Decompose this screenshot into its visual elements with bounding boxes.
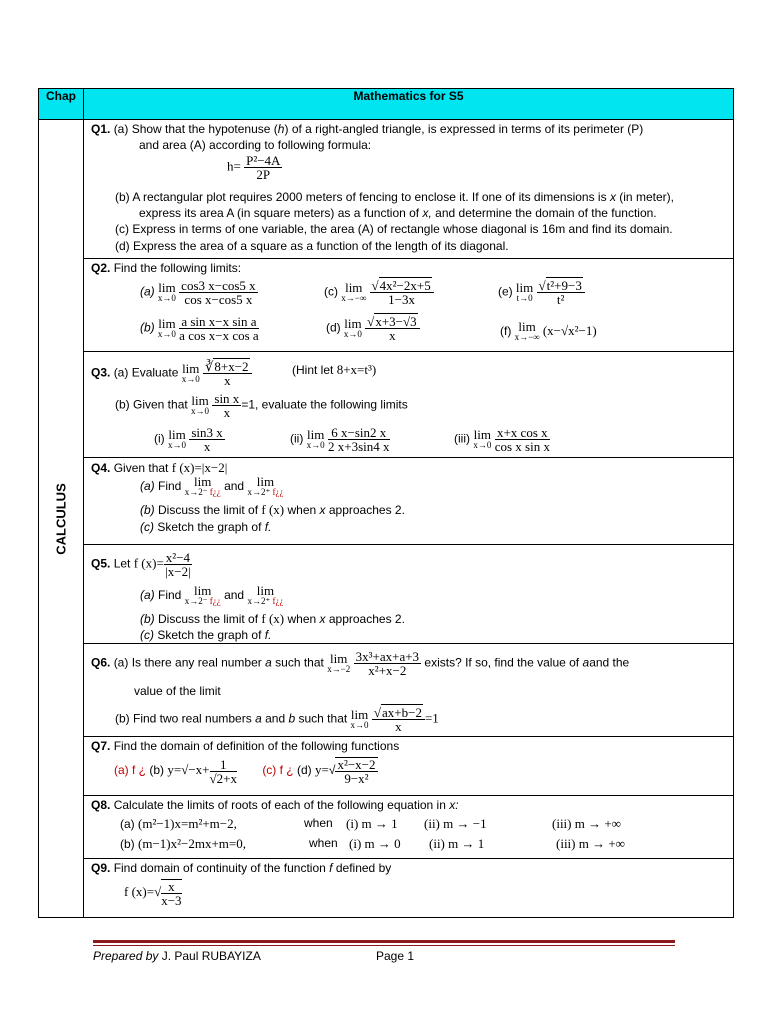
q4-c <box>140 520 271 534</box>
question-8 <box>84 796 734 859</box>
q3-b-den: x <box>223 405 231 420</box>
question-1 <box>84 120 734 259</box>
q4-a-sub1: x→2⁻ <box>184 487 208 497</box>
q3-hint-math: 8+x=t³) <box>336 362 377 377</box>
q4-b-when: when <box>287 503 317 517</box>
q6-b-text: (b) Find two real numbers <box>115 711 252 726</box>
question-2 <box>84 259 734 352</box>
q3-iii-lim: lim <box>473 426 492 442</box>
title-header: Mathematics for S5 <box>84 89 734 120</box>
q2-e-lim: lim <box>515 279 534 295</box>
q7-c: (c) f ¿ <box>262 763 294 778</box>
q8-a-iii: (iii) m → +∞ <box>552 816 621 831</box>
q6-a-den: x²+x−2 <box>368 663 407 678</box>
q2-d: (d) lim x→0 $\frac{√x+3-√3}{x}$ <box>326 315 420 342</box>
footer-rule-thick <box>93 940 675 943</box>
q5-b-var: x <box>319 612 326 626</box>
q5-number: Q5. <box>91 556 111 571</box>
question-7 <box>84 737 734 796</box>
q8-b <box>120 836 246 852</box>
q7-d-den: 9−x² <box>344 771 369 786</box>
q2-c-sub: x→−∞ <box>341 292 367 303</box>
q2-c: (c) lim x→−∞ $\frac{\text{√4x²−2x+5}}{1-3x}$ <box>324 279 434 306</box>
q8-text: Calculate the limits of roots of each of the following equation in <box>113 798 446 812</box>
q3-a-text: (a) Evaluate <box>113 365 179 380</box>
q5-b-fx: f (x) <box>261 611 285 626</box>
q2-f-lim: lim <box>518 319 536 334</box>
q3-ii-den: 2 x+3sin4 x <box>328 439 390 454</box>
q4-b-var: x <box>319 503 326 517</box>
q3-iii-label: (iii) <box>454 431 470 446</box>
q5-a-fq2: f¿¿ <box>272 596 284 606</box>
q5-a-find: Find <box>158 588 182 603</box>
q6-a-var2: a <box>582 655 590 670</box>
q6-a-num: 3x³+ax+a+3 <box>355 649 420 664</box>
q6-a-text-4: and the <box>589 655 630 670</box>
q6-a-lim: lim <box>330 650 348 666</box>
q1-b-var: x <box>609 190 616 204</box>
q9-formula: f (x)=√ $\frac{x}{x-3}$ <box>124 879 182 908</box>
q3-hint: (Hint let <box>292 363 334 377</box>
q1-c-text: (c) Express in terms of one variable, the area (A) of rectangle whose diagonal is 16m and find its domain. <box>115 222 673 236</box>
q4-c-text: Sketch the graph of <box>157 520 262 534</box>
q7-d-label: (d) <box>296 763 312 778</box>
q6-number: Q6. <box>91 655 111 670</box>
q3-i-den: x <box>203 439 211 454</box>
q3-i-lim: lim <box>168 426 186 442</box>
footer-prepared <box>93 949 261 963</box>
q1-a-var: h <box>277 122 285 136</box>
q4-function: f (x)=|x−2| <box>171 460 228 475</box>
q1-a-text: (a) Show that the hypotenuse ( <box>113 122 278 136</box>
q6-a-text-5: value of the limit <box>134 684 221 698</box>
chapter-label: CALCULUS <box>53 482 69 555</box>
q8-a-label: (a) <box>120 817 135 831</box>
q2-e-den: t² <box>556 292 565 307</box>
q1-d-text: (d) Express the area of a square as a function of the length of its diagonal. <box>115 239 509 253</box>
q8-a-i: (i) m → 1 <box>346 816 398 831</box>
q7-b-num: 1 <box>210 758 237 772</box>
q8-b-when: when <box>309 836 338 850</box>
q4-a-fq1: f¿¿ <box>209 487 221 497</box>
question-5 <box>84 545 734 644</box>
q3-ii-lim: lim <box>307 426 325 442</box>
q5-b-when: when <box>287 612 317 626</box>
q1-formula-num: P²−4A <box>246 153 281 168</box>
q3-i-sub: x→0 <box>168 439 187 450</box>
q5-den: |x−2| <box>165 564 191 579</box>
q6-a-text-2: such that <box>275 655 324 670</box>
q3-iii-sub: x→0 <box>473 439 492 450</box>
footer-page-number: Page 1 <box>376 949 415 963</box>
q2-text: Find the following limits: <box>113 261 242 275</box>
q3-a-num: 8+x−2 <box>214 359 249 374</box>
q1-a-line2: and area (A) according to following formula: <box>139 138 372 152</box>
q6-b-den: x <box>395 719 402 734</box>
q1-b-text: (b) A rectangular plot requires 2000 meters of fencing to enclose it. If one of its dimensions is <box>115 190 610 204</box>
q1-b-line2-end: and determine the domain of the function. <box>431 206 657 220</box>
q3-number: Q3. <box>91 365 111 380</box>
q7-line: (a) f ¿ (b) y=√−x+ $\frac{1}{√2+x}$ (c) f ¿ (d) y=√ $\frac{\text{x²−x−2}}{\text{9−x²}}$ <box>114 756 376 786</box>
q4-b-label: (b) <box>140 503 155 517</box>
q1-b-var2: x, <box>422 206 432 220</box>
q7-text: Find the domain of definition of the following functions <box>113 739 400 753</box>
q5-c-label: (c) <box>140 628 154 642</box>
q4-a-sub2: x→2⁺ <box>247 487 271 497</box>
q9-var: f <box>329 861 333 875</box>
q6-b-text-2: such that <box>298 711 348 726</box>
q5-a-label: (a) <box>140 588 155 603</box>
q2-d-num: x+3−√3 <box>375 314 417 329</box>
q4-b <box>140 502 405 518</box>
q2-e-sub: t→0 <box>516 292 533 303</box>
q7-number: Q7. <box>91 739 111 753</box>
q2-b-sub: x→0 <box>157 328 176 339</box>
worksheet-table <box>38 88 734 918</box>
q4-a-lim1: lim <box>194 474 212 489</box>
footer-prepared-label: Prepared by <box>93 949 159 963</box>
q3-a-sub: x→0 <box>181 373 200 384</box>
q5-c <box>140 628 271 642</box>
q8-a-when: when <box>304 816 333 830</box>
q2-b-num: a sin x−x sin a <box>179 315 259 329</box>
q2-c-den: 1−3x <box>388 292 416 307</box>
q5-b <box>140 611 405 627</box>
q6-b-num: ax+b−2 <box>382 705 422 720</box>
q3-ii-sub: x→0 <box>306 439 325 450</box>
q2-d-sub: x→0 <box>343 328 362 339</box>
q6-a-sub: x→−2 <box>327 663 351 674</box>
q5-b-label: (b) <box>140 612 155 626</box>
q3-ii-label: (ii) <box>290 431 304 446</box>
q1-b-text-2: (in meter), <box>615 190 674 204</box>
chapter-cell <box>39 120 84 918</box>
q3-b-num: sin x <box>214 391 240 406</box>
q2-a-sub: x→0 <box>157 292 176 303</box>
q2-a-num: cos3 x−cos5 x <box>181 278 256 293</box>
q3-b-lim: lim <box>191 392 209 408</box>
q5-a-lim1: lim <box>194 583 212 598</box>
q4-c-var: f. <box>264 520 272 534</box>
q6-b-var-b: b <box>288 711 296 726</box>
q2-e-label: (e) <box>498 284 513 299</box>
q3-a-den: x <box>224 373 231 388</box>
q6-b-and: and <box>265 711 286 726</box>
q9-text: Find domain of continuity of the function <box>113 861 326 875</box>
q6-b-eq: =1 <box>424 710 439 726</box>
q5-a-lim2: lim <box>256 583 275 598</box>
q3-i-num: sin3 x <box>191 425 223 440</box>
q8-b-i: (i) m → 0 <box>349 836 401 851</box>
q4-b-fx: f (x) <box>261 502 285 517</box>
q6-a-var: a <box>265 655 272 670</box>
q5-c-text: Sketch the graph of <box>157 628 262 642</box>
question-3: Q3. (a) Evaluate lim x→0 $\frac{∛8+x-2}{x}$ (Hint let 8+x=t³) (b) Given that lim x→0 $\frac{\text{sin x}}{x}$ =1, evaluate the following limits (i) lim x→0 $\frac{\sin 3 x}{x}$ (ii) lim x→0 $\frac{6 x-\sin 2 x}{2 x+3\sin 4 x}$ (iii) lim x→0 $\frac{\text{x+x cos x}}{\text{cos x sin x}}$ <box>84 352 734 458</box>
q2-a <box>140 279 258 306</box>
q8-a-eq: (m²−1)x=m²+m−2, <box>138 816 237 831</box>
q4-b-text: Discuss the limit of <box>158 503 259 517</box>
q7-b-fn: y=√−x+ <box>167 762 210 778</box>
q9-num: x <box>161 880 181 894</box>
q3-iii-num: x+x cos x <box>495 426 550 440</box>
q2-b <box>140 315 259 342</box>
q4-a-fq2: f¿¿ <box>272 487 284 497</box>
q3-iii-den: cos x sin x <box>494 439 550 454</box>
q2-f: (f) lim x→−∞ (x−√x²−1) <box>500 319 597 342</box>
q1-a-text-2: ) of a right-angled triangle, is expressed in terms of its perimeter (P) <box>284 122 644 136</box>
q9-text-2: defined by <box>335 861 392 875</box>
q2-a-label: (a) <box>140 284 155 299</box>
q2-number: Q2. <box>91 261 111 275</box>
q5-fx-label: f (x)= <box>133 555 164 571</box>
q7-d-fn: y= <box>315 762 329 778</box>
q3-a-lim: lim <box>182 360 200 376</box>
q6-b-lim: lim <box>350 706 369 722</box>
q5-a-fq1: f¿¿ <box>209 596 221 606</box>
q4-a <box>140 476 283 498</box>
q8-b-label: (b) <box>120 837 135 851</box>
q8-a <box>120 816 237 832</box>
q8-b-eq: (m−1)x²−2mx+m=0, <box>138 836 246 851</box>
q2-d-den: x <box>389 328 396 343</box>
q6-a-text-3: exists? If so, find the value of <box>424 655 580 670</box>
q3-b-sub: x→0 <box>191 405 210 416</box>
q2-d-lim: lim <box>344 315 362 331</box>
q5-text: Let <box>113 556 131 571</box>
q3-ii <box>290 426 390 453</box>
q9-den: x−3 <box>161 893 182 908</box>
q4-c-label: (c) <box>140 520 154 534</box>
footer-author: J. Paul RUBAYIZA <box>158 949 261 963</box>
q5-b-text-3: approaches 2. <box>328 612 405 626</box>
q4-a-label: (a) <box>140 479 155 494</box>
q6-a-text: (a) Is there any real number <box>113 655 262 670</box>
q8-a-ii: (ii) m → −1 <box>424 816 487 831</box>
q6-b-sub: x→0 <box>350 719 369 730</box>
q8-b-iii: (iii) m → +∞ <box>556 836 625 851</box>
q3-iii <box>454 426 550 453</box>
q4-a-lim2: lim <box>256 474 275 489</box>
q1-formula-h: h= <box>227 158 241 174</box>
chap-header: Chap <box>39 89 84 120</box>
q2-a-den: cos x−cos5 x <box>184 292 253 307</box>
q2-b-den: a cos x−x cos a <box>179 328 259 343</box>
q2-b-lim: lim <box>158 315 176 331</box>
q1-formula-den: 2P <box>256 167 271 182</box>
q4-b-text-3: approaches 2. <box>328 503 405 517</box>
q8-number: Q8. <box>91 798 111 812</box>
q9-number: Q9. <box>91 861 111 875</box>
q1-formula <box>227 154 282 181</box>
q1-number: Q1. <box>91 122 111 136</box>
q2-c-label: (c) <box>324 284 338 299</box>
q5-c-var: f. <box>264 628 272 642</box>
q2-b-label: (b) <box>140 320 155 335</box>
q9-fx-label: f (x)= <box>124 883 155 899</box>
question-9 <box>84 859 734 918</box>
q3-i-label: (i) <box>154 431 165 446</box>
q2-d-label: (d) <box>326 320 341 335</box>
q7-b-den: √2+x <box>209 770 237 786</box>
q3-b-text: (b) Given that <box>115 397 188 412</box>
q1-b-line2: express its area A (in square meters) as a function of <box>139 206 423 220</box>
q3-b-text-2: =1, evaluate the following limits <box>241 397 408 412</box>
q5-num: x²−4 <box>165 550 191 565</box>
footer-rule-thin <box>93 945 675 946</box>
q7-b-label: (b) <box>149 763 165 778</box>
q7-d-num: x²−x−2 <box>337 757 376 772</box>
q2-e-num: t²+9−3 <box>546 278 582 293</box>
q4-a-and: and <box>224 479 245 494</box>
q2-f-label: (f) <box>500 323 512 338</box>
q7-a: (a) f ¿ <box>114 763 146 778</box>
question-6: Q6. (a) Is there any real number a such that lim x→−2 $\frac{\text{3x³+ax+a+3}}{\text{x²+x−2}}$ exists? If so, find the value of aand the value of the limit (b) Find two real numbers a and b such that lim x→0 $\frac{√ax+b-2}{x}$ =1 <box>84 644 734 737</box>
q4-text: Given that <box>113 461 169 475</box>
q6-b-var-a: a <box>255 711 262 726</box>
q3-ii-num: 6 x−sin2 x <box>328 426 390 440</box>
q5-b-text: Discuss the limit of <box>158 612 259 626</box>
q5-a-sub2: x→2⁺ <box>247 596 271 606</box>
q4-a-find: Find <box>158 479 182 494</box>
q2-f-sub: x→−∞ <box>514 332 540 342</box>
q8-var: x: <box>449 798 459 812</box>
q4-number: Q4. <box>91 461 111 475</box>
q8-b-ii: (ii) m → 1 <box>429 836 485 851</box>
q2-c-num: 4x²−2x+5 <box>379 278 431 293</box>
q5-a <box>140 585 283 607</box>
q3-i <box>154 426 225 453</box>
q2-a-lim: lim <box>158 279 176 295</box>
question-4 <box>84 458 734 545</box>
q2-f-expr: x−√x²−1 <box>547 322 593 338</box>
q2-e: (e) lim t→0 $\frac{\text{√t²+9−3}}{\text{t²}}$ <box>498 279 585 306</box>
q5-a-sub1: x→2⁻ <box>184 596 208 606</box>
q2-c-lim: lim <box>345 279 363 295</box>
q5-a-and: and <box>224 588 245 603</box>
